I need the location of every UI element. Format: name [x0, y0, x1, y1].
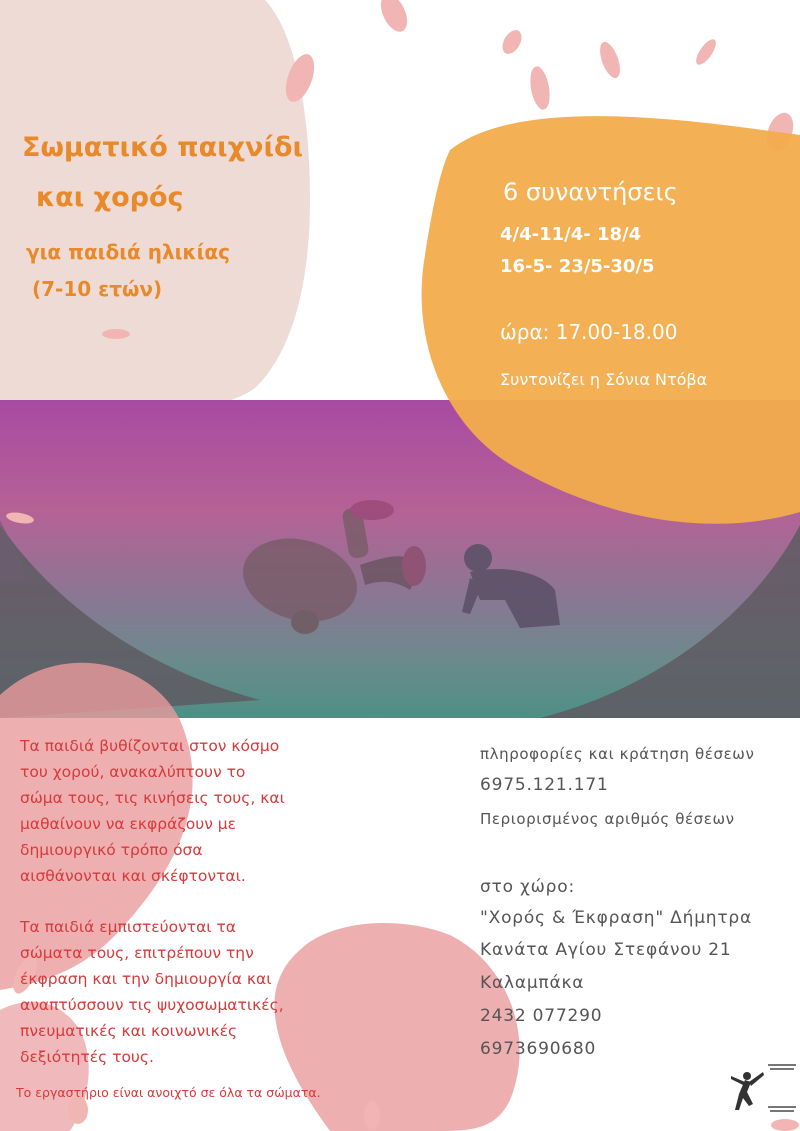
petal — [102, 329, 130, 339]
phone-primary: 6975.121.171 — [480, 775, 609, 795]
text-line: μαθαίνουν να εκφράζουν με — [20, 815, 237, 833]
dates-line-2: 16-5- 23/5-30/5 — [500, 256, 655, 277]
text-line: Τα παιδιά βυθίζονται στον κόσμο — [20, 737, 280, 755]
dates-line-1: 4/4-11/4- 18/4 — [500, 224, 642, 245]
text-line: δεξιότητές τους. — [20, 1048, 154, 1066]
session-hours: ώρα: 17.00-18.00 — [500, 320, 678, 344]
subtitle-line-2: (7-10 ετών) — [32, 277, 163, 301]
reservations-label: πληροφορίες και κράτηση θέσεων — [480, 745, 755, 763]
petal — [376, 0, 413, 36]
open-to-all-note: Το εργαστήριο είναι ανοιχτό σε όλα τα σώματα. — [16, 1085, 321, 1100]
text-line: έκφραση και την δημιουργία και — [20, 970, 272, 988]
text-line: του χορού, ανακαλύπτουν το — [20, 763, 246, 781]
venue-address: Κανάτα Αγίου Στεφάνου 21 — [480, 940, 732, 960]
description-paragraph-1 — [20, 733, 285, 889]
petal — [499, 27, 526, 58]
title-line-1: Σωματικό παιχνίδι — [22, 132, 304, 163]
venue-area: Καλαμπάκα — [480, 973, 585, 993]
petal — [692, 36, 719, 67]
subtitle-line-1: για παιδιά ηλικίας — [26, 240, 230, 264]
text-line: αισθάνονται και σκέφτονται. — [20, 867, 246, 885]
petal — [527, 65, 552, 111]
description-paragraph-2 — [20, 914, 284, 1070]
title-line-2: και χορός — [36, 182, 184, 213]
petal — [771, 1119, 799, 1131]
petal — [596, 39, 624, 80]
text-line: σώματα τους, επιτρέπουν την — [20, 944, 254, 962]
text-line: αναπτύσσουν τις ψυχοσωματικές, — [20, 996, 284, 1014]
venue-name: "Χορός & Έκφραση" Δήμητρα — [480, 908, 753, 928]
sessions-count: 6 συναντήσεις — [503, 178, 678, 206]
phone-landline: 2432 077290 — [480, 1006, 603, 1026]
text-line: πνευματικές και κοινωνικές — [20, 1022, 238, 1040]
text-line: δημιουργικό τρόπο όσα — [20, 841, 203, 859]
text-line: σώμα τους, τις κινήσεις τους, και — [20, 789, 285, 807]
coordinator: Συντονίζει η Σόνια Ντόβα — [500, 370, 708, 389]
dancer-logo-icon — [731, 1064, 796, 1112]
location-label: στο χώρο: — [480, 877, 575, 897]
text-line: Τα παιδιά εμπιστεύονται τα — [20, 918, 237, 936]
petal — [364, 1101, 380, 1129]
limited-seats-note: Περιορισμένος αριθμός θέσεων — [480, 810, 735, 828]
phone-mobile: 6973690680 — [480, 1039, 597, 1059]
